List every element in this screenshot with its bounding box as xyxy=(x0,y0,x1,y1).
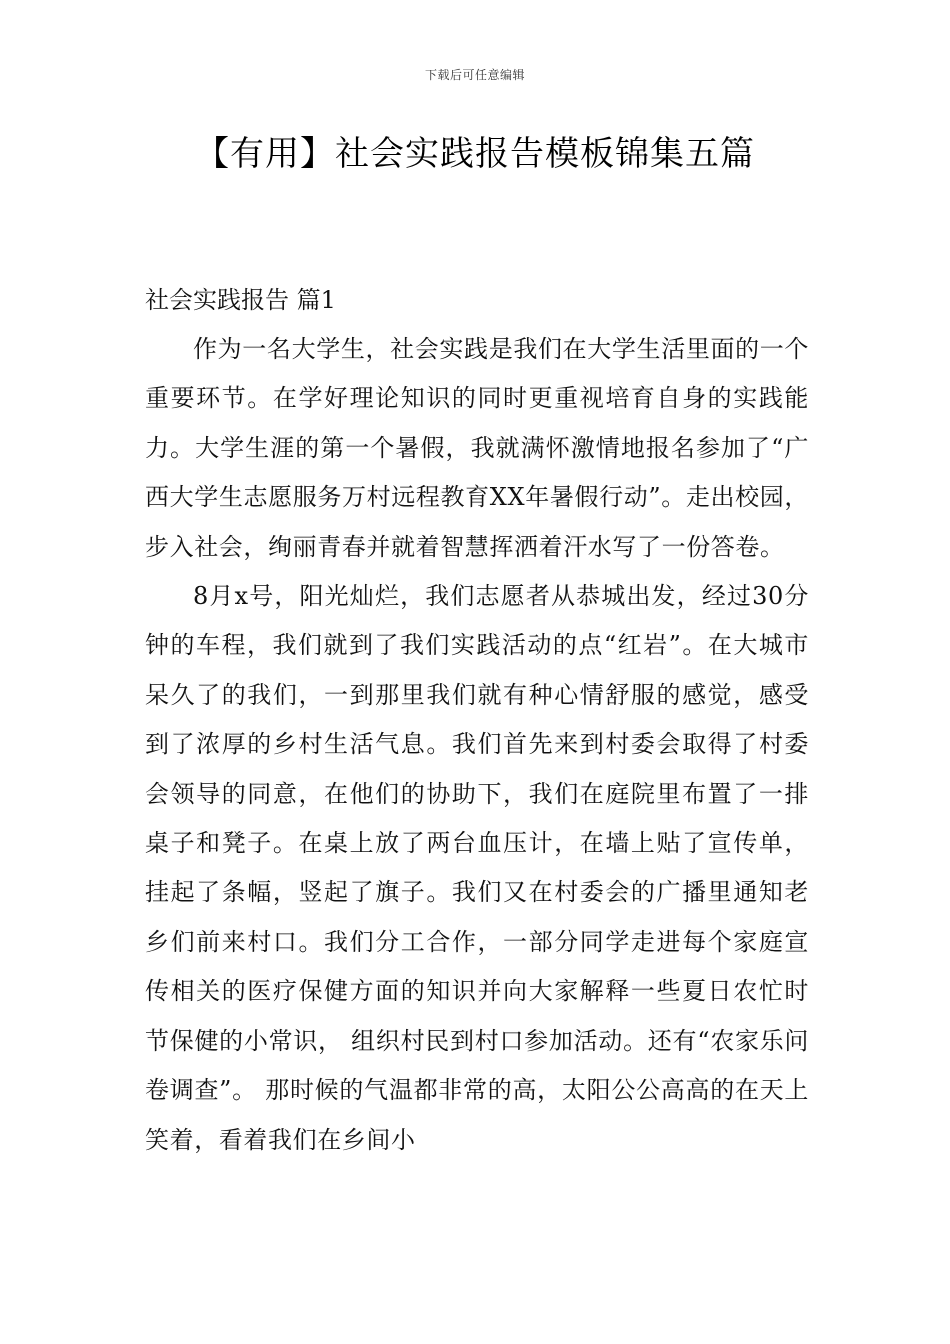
paragraph-2: 8月x号，阳光灿烂，我们志愿者从恭城出发，经过30分钟的车程，我们就到了我们实践活动的点“红岩”。在大城市呆久了的我们，一到那里我们就有种心情舒服的感觉，感受到了浓厚的乡村生活气息。我们首先来到村委会取得了村委会领导的同意，在他们的协助下，我们在庭院里布置了一排桌子和凳子。在桌上放了两台血压计，在墙上贴了宣传单，挂起了条幅，竖起了旗子。我们又在村委会的广播里通知老乡们前来村口。我们分工合作，一部分同学走进每个家庭宣传相关的医疗保健方面的知识并向大家解释一些夏日农忙时节保健的小常识， 组织村民到村口参加活动。还有“农家乐问卷调查”。 那时候的气温都非常的高，太阳公公高高的在天上笑着，看着我们在乡间小 xyxy=(145,582,809,1154)
header-note: 下载后可任意编辑 xyxy=(424,68,525,82)
document-body xyxy=(145,276,809,1165)
paragraph-1: 作为一名大学生，社会实践是我们在大学生活里面的一个重要环节。在学好理论知识的同时更重视培育自身的实践能力。大学生涯的第一个暑假，我就满怀激情地报名参加了“广西大学生志愿服务万村远程教育XX年暑假行动”。走出校园，步入社会，绚丽青春并就着智慧挥洒着汗水写了一份答卷。 xyxy=(145,335,809,561)
document-title: 【有用】社会实践报告模板锦集五篇 xyxy=(195,134,755,174)
section-heading: 社会实践报告 篇1 xyxy=(145,286,336,314)
